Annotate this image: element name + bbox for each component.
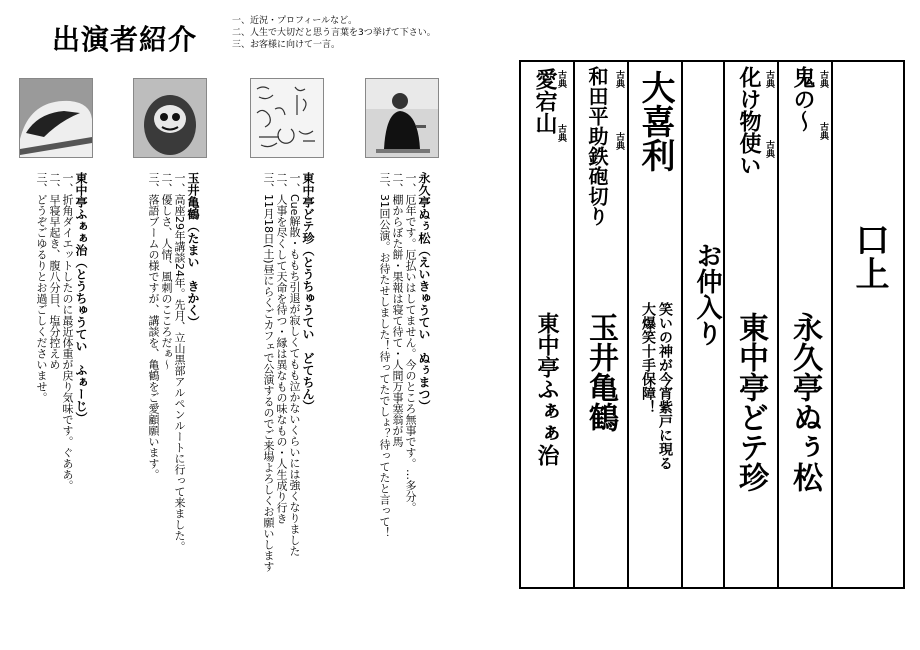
note-line: 大爆笑十手保障！	[640, 302, 656, 414]
performer-name: 永久亭ぬぅ松	[787, 312, 822, 492]
program-note	[639, 302, 673, 470]
genre-tag: 古典	[614, 132, 624, 150]
profile-line: 一、折角ダイエットしたのに最近体重が戻り気味です。ぐああ。	[61, 172, 74, 491]
daruma-photo	[133, 78, 207, 158]
genre-tag: 古典	[764, 70, 774, 88]
performer-name: 東中亭ふぁぁ治	[534, 312, 559, 466]
profile-line: 一、Cue解散・ももち引退が寂しくてもも泣かないくらいには強くなりました	[288, 172, 301, 557]
performer-profile-dotechin	[262, 172, 314, 642]
performer-profile-kikaku	[147, 172, 199, 642]
program-bill	[519, 60, 905, 589]
genre-tag: 古典	[614, 70, 624, 88]
performer-name: 東中亭ふぁぁ治（とうちゅうてい ふぁーじ）	[74, 172, 88, 424]
train-photo	[19, 78, 93, 158]
genre-tag: 古典	[764, 140, 774, 158]
program-title: 化け物使い	[736, 66, 761, 176]
program-column-wada	[573, 62, 629, 587]
program-column-ogiri	[627, 62, 683, 587]
note-line: 笑いの神が今宵紫戸に現る	[657, 302, 673, 470]
legend-line: 三、お客様に向けて一言。	[232, 40, 341, 50]
profile-line: 三、11月18日(土)昼にらくごカフェで公演するのでご来場よろしくお願いします	[262, 172, 275, 572]
performer-name: 東中亭どテ珍	[733, 312, 768, 492]
page-title: 出演者紹介	[52, 23, 198, 56]
profile-line: 三、31回公演。お待たせしました！待ってたでしょ？待ってたと言って！	[378, 172, 391, 538]
profile-line: 三、落語ブームの様ですが、講談を、亀鶴をご愛顧願います。	[147, 172, 160, 480]
program-title: 鬼の～	[790, 66, 815, 132]
genre-tag: 古典	[556, 124, 566, 142]
performer-name: 永久亭ぬぅ松（えいきゅうてい ぬぅまつ）	[417, 172, 431, 412]
profile-line: 二、優しさ、人情、風刺のこころだぁ～	[160, 172, 173, 370]
program-title: お仲入り	[692, 242, 722, 346]
program-title: 大喜利	[635, 70, 675, 172]
genre-tag: 古典	[818, 122, 828, 140]
profile-line: 一、厄年です。厄払いはしてません。今のところ無事です。…多分。	[404, 172, 417, 513]
performer-photo	[365, 78, 439, 158]
question-legend	[232, 15, 436, 51]
performer-name: 玉井亀鶴	[583, 312, 618, 432]
genre-tag: 古典	[818, 70, 828, 88]
program-column-atagoyama	[521, 62, 573, 587]
program-title: 和田平助鉄砲切り	[585, 66, 609, 226]
profile-line: 二、早寝早起き、腹八分目、塩分控えめ	[48, 172, 61, 370]
legend-line: 二、人生で大切だと思う言葉を3つ挙げて下さい。	[232, 28, 436, 38]
program-heading: 口上	[849, 222, 889, 290]
program-column-oni	[777, 62, 833, 587]
performer-profile-nuumatsu	[378, 172, 430, 642]
profile-line: 三、どうぞごゆるりとお過ごしくださいませ。	[35, 172, 48, 403]
program-column-kojo	[831, 62, 905, 587]
performer-name: 東中亭どテ珍（とうちゅうてい どてちん）	[301, 172, 315, 412]
program-title: 愛宕山	[532, 68, 557, 134]
handwritten-board-photo	[250, 78, 324, 158]
profile-line: 一、高座29年講談24年。先月、立山黒部アルペンルートに行って来ました。	[173, 172, 186, 552]
profile-line: 二、棚からぼた餅・果報は寝て待て・人間万事塞翁が馬	[391, 172, 404, 447]
performer-profile-fuaji	[35, 172, 87, 642]
legend-line: 一、近況・プロフィールなど。	[232, 16, 358, 26]
genre-tag: 古典	[556, 70, 566, 88]
performer-name: 玉井亀鶴（たまい きかく）	[186, 172, 200, 328]
program-column-nakairi	[681, 62, 725, 587]
program-column-bakemono	[723, 62, 779, 587]
profile-line: 二、人事を尽くして天命を待つ・縁は異なもの味なもの・人生成り行き	[275, 172, 288, 524]
